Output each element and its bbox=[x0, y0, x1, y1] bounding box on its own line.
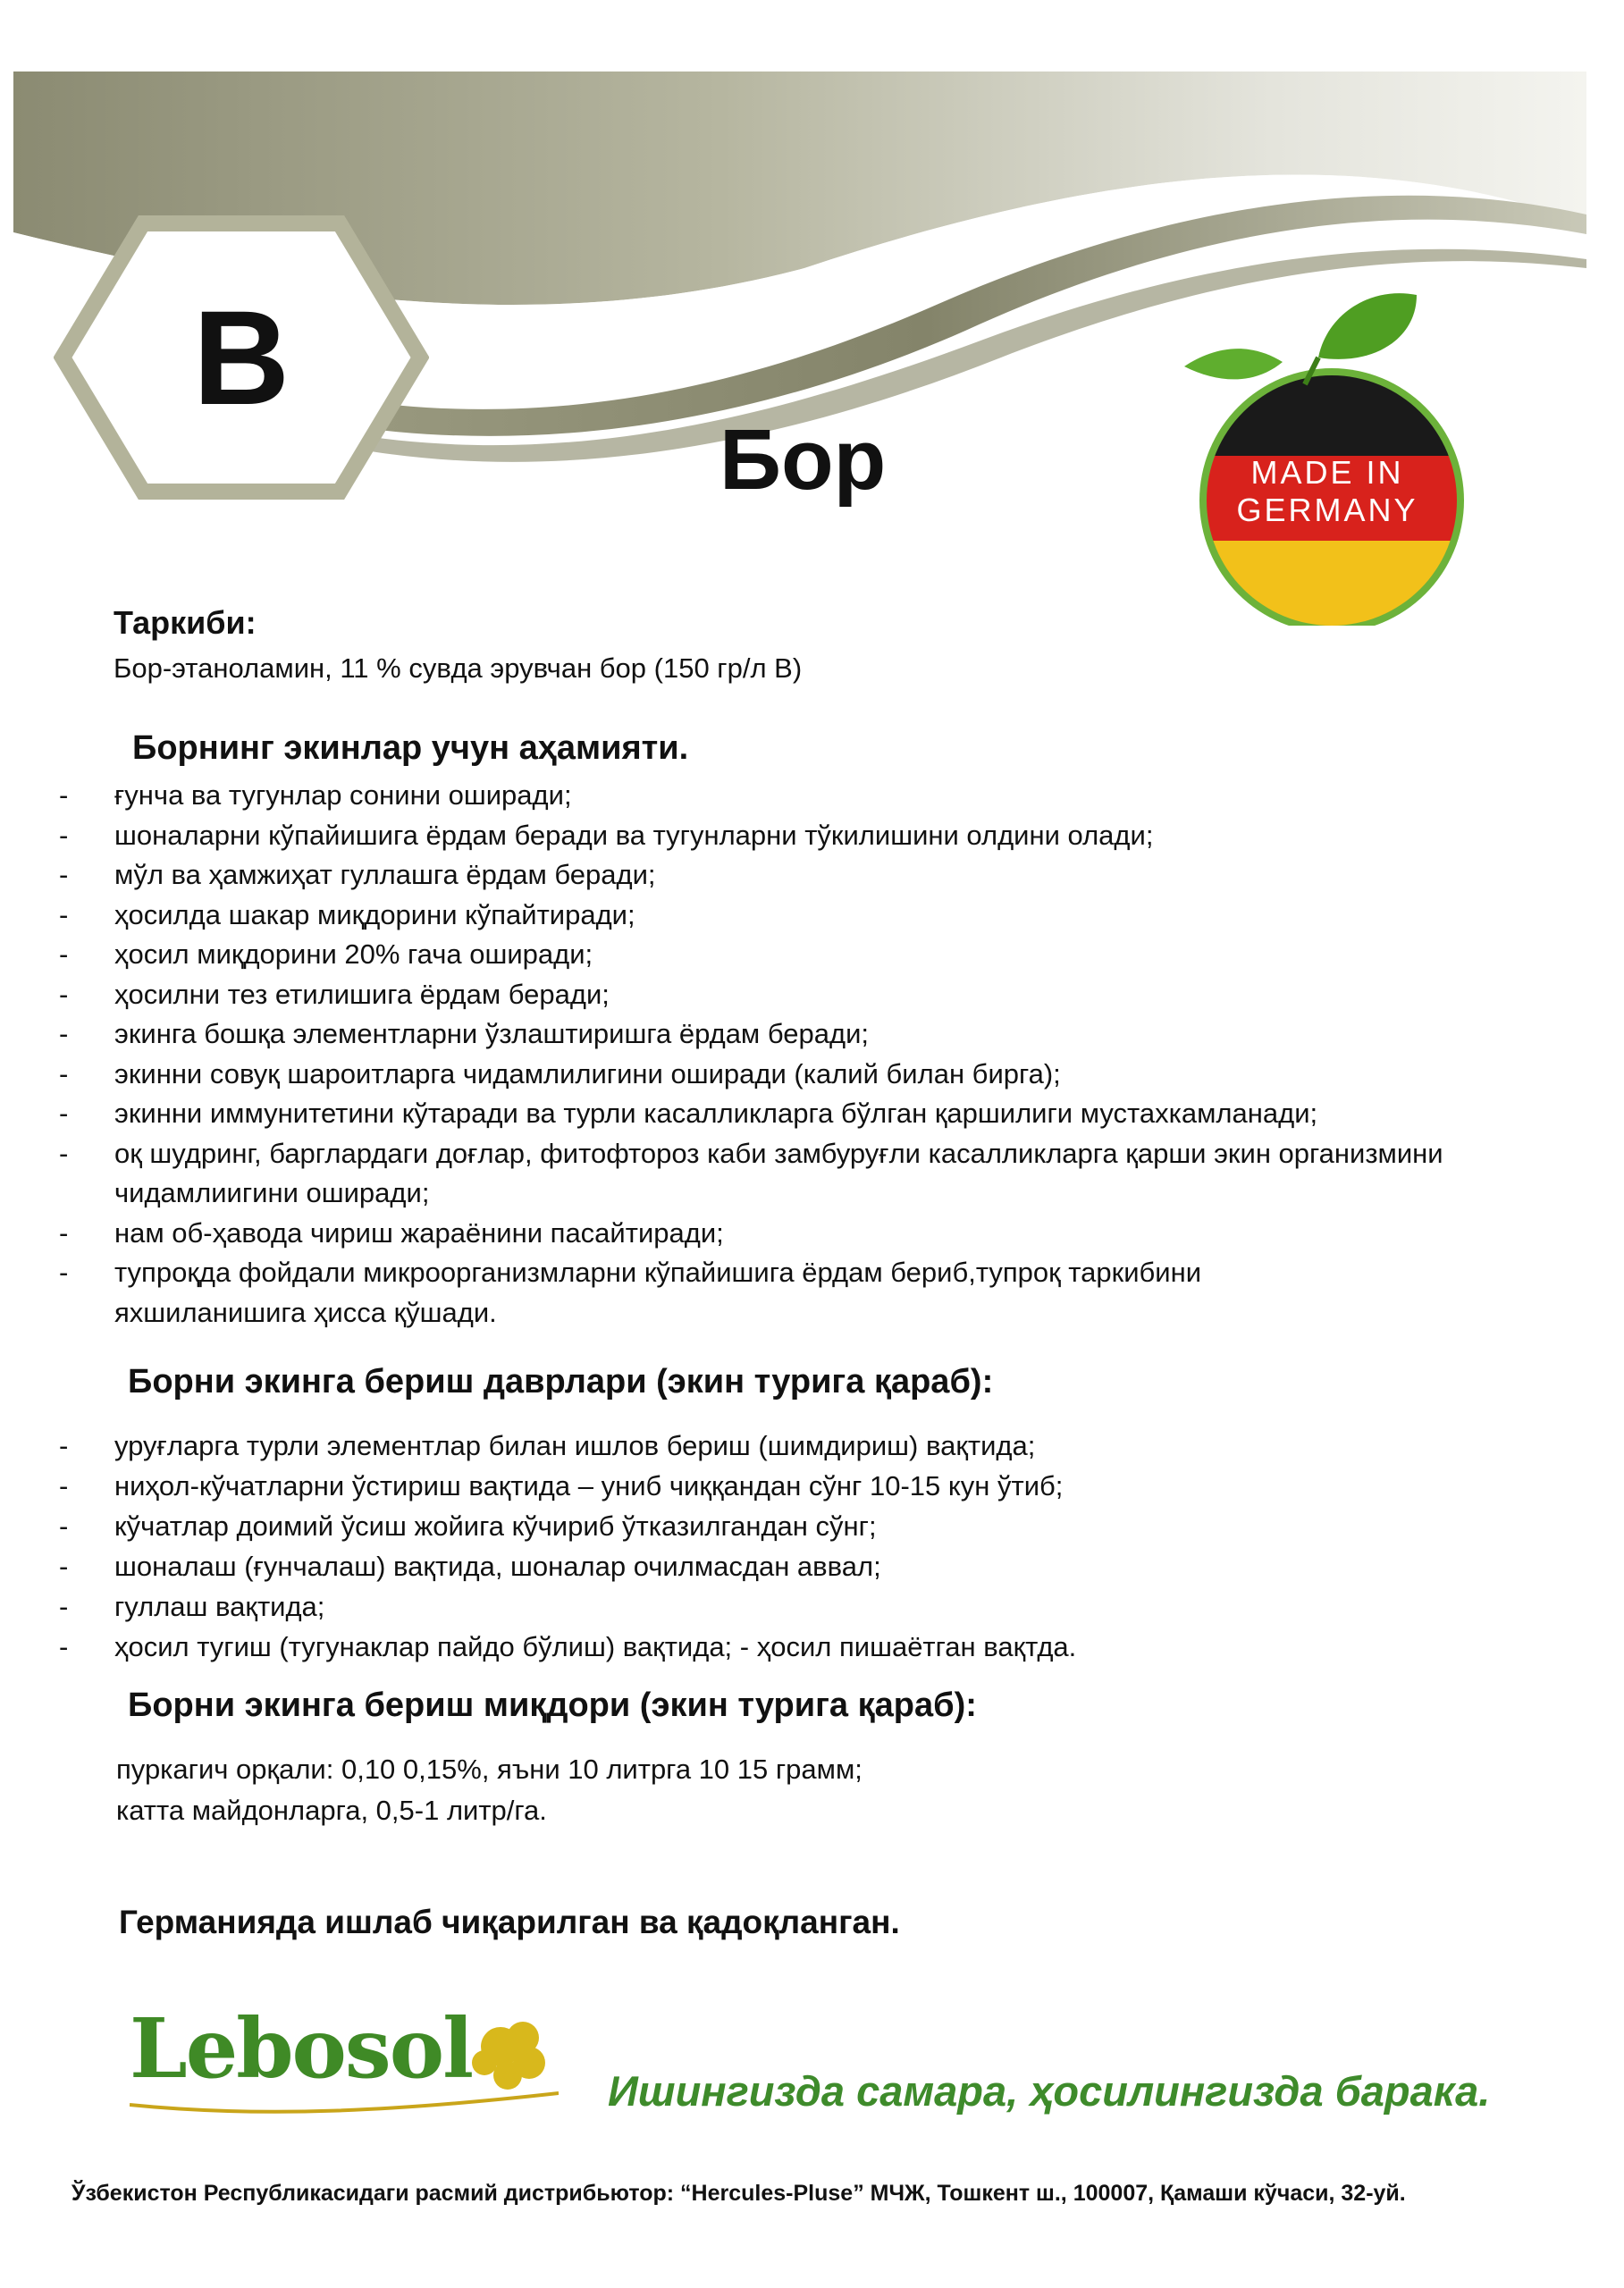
list-item: - тупроқда фойдали микроорганизмларни кўпайишига ёрдам бериб,тупроқ таркибини яхшиланишига ҳисса қўшади. bbox=[59, 1253, 1276, 1333]
list-item: - шоналаш (ғунчалаш) вақтида, шоналар очилмасдан аввал; bbox=[59, 1546, 1578, 1586]
dose-line-sprayer: пуркагич орқали: 0,10 0,15%, яъни 10 литрга 10 15 грамм; bbox=[116, 1754, 862, 1785]
list-item: - ҳосил миқдорини 20% гача оширади; bbox=[59, 935, 1578, 975]
element-name: Бор bbox=[719, 412, 887, 508]
list-item: - кўчатлар доимий ўсиш жойига кўчириб ўтказилгандан сўнг; bbox=[59, 1506, 1578, 1546]
list-item: - ниҳол-кўчатларни ўстириш вақтида – униб чиққандан сўнг 10-15 кун ўтиб; bbox=[59, 1466, 1578, 1506]
importance-heading: Борнинг экинлар учун аҳамияти. bbox=[132, 729, 689, 767]
list-item: - ҳосилда шакар миқдорини кўпайтиради; bbox=[59, 896, 1578, 936]
element-symbol: B bbox=[192, 282, 290, 433]
list-item: - мўл ва ҳамжиҳат гуллашга ёрдам беради; bbox=[59, 855, 1578, 896]
list-item: - экинга бошқа элементларни ўзлаштиришга ёрдам беради; bbox=[59, 1014, 1578, 1055]
list-item: - экинни иммунитетини кўтаради ва турли касалликларга бўлган қаршилиги мустахкамланади; bbox=[59, 1094, 1578, 1134]
list-item: - гуллаш вақтида; bbox=[59, 1586, 1578, 1627]
composition-heading: Таркиби: bbox=[114, 604, 257, 641]
badge-text-made-in: MADE IN bbox=[1250, 454, 1404, 491]
dose-line-fields: катта майдонларга, 0,5-1 литр/га. bbox=[116, 1795, 547, 1826]
brand-slogan: Ишингизда самара, ҳосилингизда барака. bbox=[608, 2067, 1491, 2115]
made-in-statement: Германияда ишлаб чиқарилган ва қадоқланган. bbox=[119, 1904, 900, 1940]
list-item: - экинни совуқ шароитларга чидамлилигини оширади (калий билан бирга); bbox=[59, 1055, 1578, 1095]
lebosol-logo-text: Lebosol bbox=[130, 2000, 473, 2097]
list-item: - ҳосил тугиш (тугунаклар пайдо бўлиш) вақтида; - ҳосил пишаётган вақтда. bbox=[59, 1627, 1578, 1667]
dose-heading: Борни экинга бериш миқдори (экин турига қараб): bbox=[128, 1687, 977, 1724]
list-item: - шоналарни кўпайишига ёрдам беради ва тугунларни тўкилишини олдини олади; bbox=[59, 816, 1578, 856]
list-item: - оқ шудринг, барглардаги доғлар, фитофтороз каби замбуруғли касалликларга қарши экин организмини чидамлиигини оширади; bbox=[59, 1134, 1509, 1214]
periods-list bbox=[59, 1426, 1578, 1667]
distributor-footer: Ўзбекистон Республикасидаги расмий дистрибьютор: “Hercules-Pluse” МЧЖ, Тошкент ш., 100007, Қамаши кўчаси, 32-уй. bbox=[72, 2181, 1406, 2206]
badge-text-germany: GERMANY bbox=[1236, 492, 1418, 528]
periods-heading: Борни экинга бериш даврлари (экин турига қараб): bbox=[128, 1363, 994, 1401]
composition-text: Бор-этаноламин, 11 % сувда эрувчан бор (150 гр/л B) bbox=[114, 652, 803, 684]
list-item: - уруғларга турли элементлар билан ишлов бериш (шимдириш) вақтида; bbox=[59, 1426, 1578, 1466]
list-item: - ғунча ва тугунлар сонини оширади; bbox=[59, 776, 1578, 816]
list-item: - ҳосилни тез етилишига ёрдам беради; bbox=[59, 975, 1578, 1015]
list-item: - нам об-ҳавода чириш жараёнини пасайтиради; bbox=[59, 1214, 1578, 1254]
importance-list bbox=[59, 776, 1578, 1333]
